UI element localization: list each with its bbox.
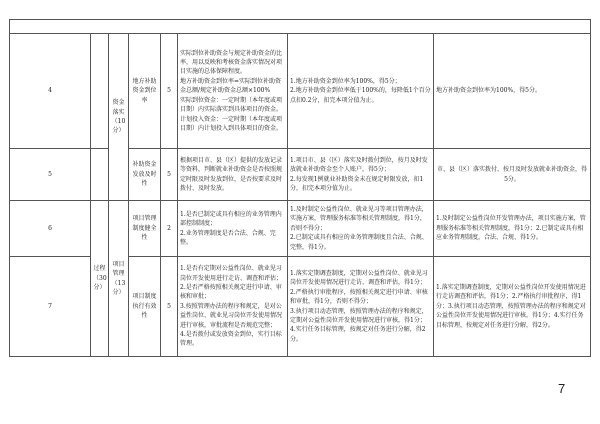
level2-indicator: 资金落实（10分） xyxy=(109,34,129,201)
table-row xyxy=(10,149,591,201)
level2-indicator: 项目管理（13分） xyxy=(109,201,129,357)
table-row xyxy=(10,201,591,257)
row-number: 6 xyxy=(10,201,91,257)
weight: 2 xyxy=(161,201,178,257)
table-top-strip xyxy=(9,19,591,34)
row-number: 7 xyxy=(10,257,91,357)
table-row xyxy=(10,34,591,149)
evaluation-result: 地方补助资金到位率为100%，得5分。 xyxy=(434,34,591,149)
indicator-description: 1.是否有定期对公益性岗位、就业见习岗位开发使用进行走访、调查和评估； 2.是否严格按照相关规定进行申请、审核和审批； 3.按照管理办法的程序和规定，是对公益性岗位、就业见习岗位开发使用情况进行审核，审批流程是否规范完整； 4.是否拨付或发放资金到位，实行目标管理。 xyxy=(178,257,288,357)
level1-indicator: 过程（30分） xyxy=(91,201,109,357)
weight: 5 xyxy=(161,149,178,201)
scoring-criteria: 1.及时制定公益性岗位、就业见习等项目管理办法，实施方案，管理服务标准等相关管理制度，得1分，否则不得分； 2.已制定或具有相应的业务管理制度且合法、合规、完整，得1分。 xyxy=(288,201,434,257)
level1-indicator xyxy=(91,34,109,149)
scoring-criteria: 1.落实定期调查制度，定期对公益性岗位、就业见习岗位开发使用情况进行走访、调查和评估，得1分； 2.严格执行审批程序，按照相关规定进行申请、审核和审批，得1分，否则不得分； 3.执行项目动态管理，按照管理办法的程序和规定，定期对公益性岗位开发使用情况进行审核，得1分； 4.实行任务目标管理，按规定对任务进行分解，得2分。 xyxy=(288,257,434,357)
scoring-criteria: 1.项目市、县（区）落实及时拨付到位，按月及时发放就业补助资金至个人账户，得5分； 2.每发现1例就业补助资金未在规定时限发放，扣1分，扣完本项分值为止。 xyxy=(288,149,434,201)
indicator-description: 1.是否已制定或具有相应的业务管理内部控制制度； 2.业务管理制度是否合法、合规、完整。 xyxy=(178,201,288,257)
level3-indicator: 项目制度执行有效性 xyxy=(129,257,161,357)
page-number: 7 xyxy=(558,381,566,396)
weight: 5 xyxy=(161,34,178,149)
evaluation-result: 市、县（区）落实拨付、按月及时发放就业补助资金，得5分。 xyxy=(434,149,591,201)
scoring-criteria: 1.地方补助资金到位率为100%，得5分； 2.地方补助资金到位率低于100%的，每降低1个百分点扣0.2分，扣完本项分值为止。 xyxy=(288,34,434,149)
evaluation-table xyxy=(9,33,591,357)
row-number: 5 xyxy=(10,149,91,201)
level1-indicator xyxy=(91,149,109,201)
evaluation-result: 1.及时制定公益性岗位开发管理办法，项目实施方案，管理服务标准等相关管理制度，得1分；2.已制定或具有相应业务管理制度，合法、合规、得1分。 xyxy=(434,201,591,257)
row-number: 4 xyxy=(10,34,91,149)
level3-indicator: 项目管理制度健全性 xyxy=(129,201,161,257)
level3-indicator: 地方补助资金到位率 xyxy=(129,34,161,149)
evaluation-result: 1.落实定期调查制度，定期对公益性岗位开发使用情况进行走访调查和评估，得1分；2.严格执行审批程序，得1分；3.执行项目动态管理，按照管理办法的程序和规定对公益性岗位开发使用情况进行审核，得1分；4.实行任务目标管理，按规定对任务进行分解，得2分。 xyxy=(434,257,591,357)
indicator-description: 根据项目市、县（区）提供的发放记录等资料，判断就业补助资金是否按照规定时限及时发放到位，是否按要求及时拨付、及时发放。 xyxy=(178,149,288,201)
weight: 5 xyxy=(161,257,178,357)
indicator-description: 实际到位补助资金与规定补助资金的比率，用以反映和考核资金落实情况对项目实施的总体保障程度。 地方补助资金到位率=实际到位补助资金总额/规定补助资金总额×100% 实际到位资金：一定时期（本年度或项目期）内实际落实到具体项目的资金。 计划投入资金：一定时期（本年度或项目期）内计划投入到具体项目的资金。 xyxy=(178,34,288,149)
level3-indicator: 补助资金发放及时性 xyxy=(129,149,161,201)
